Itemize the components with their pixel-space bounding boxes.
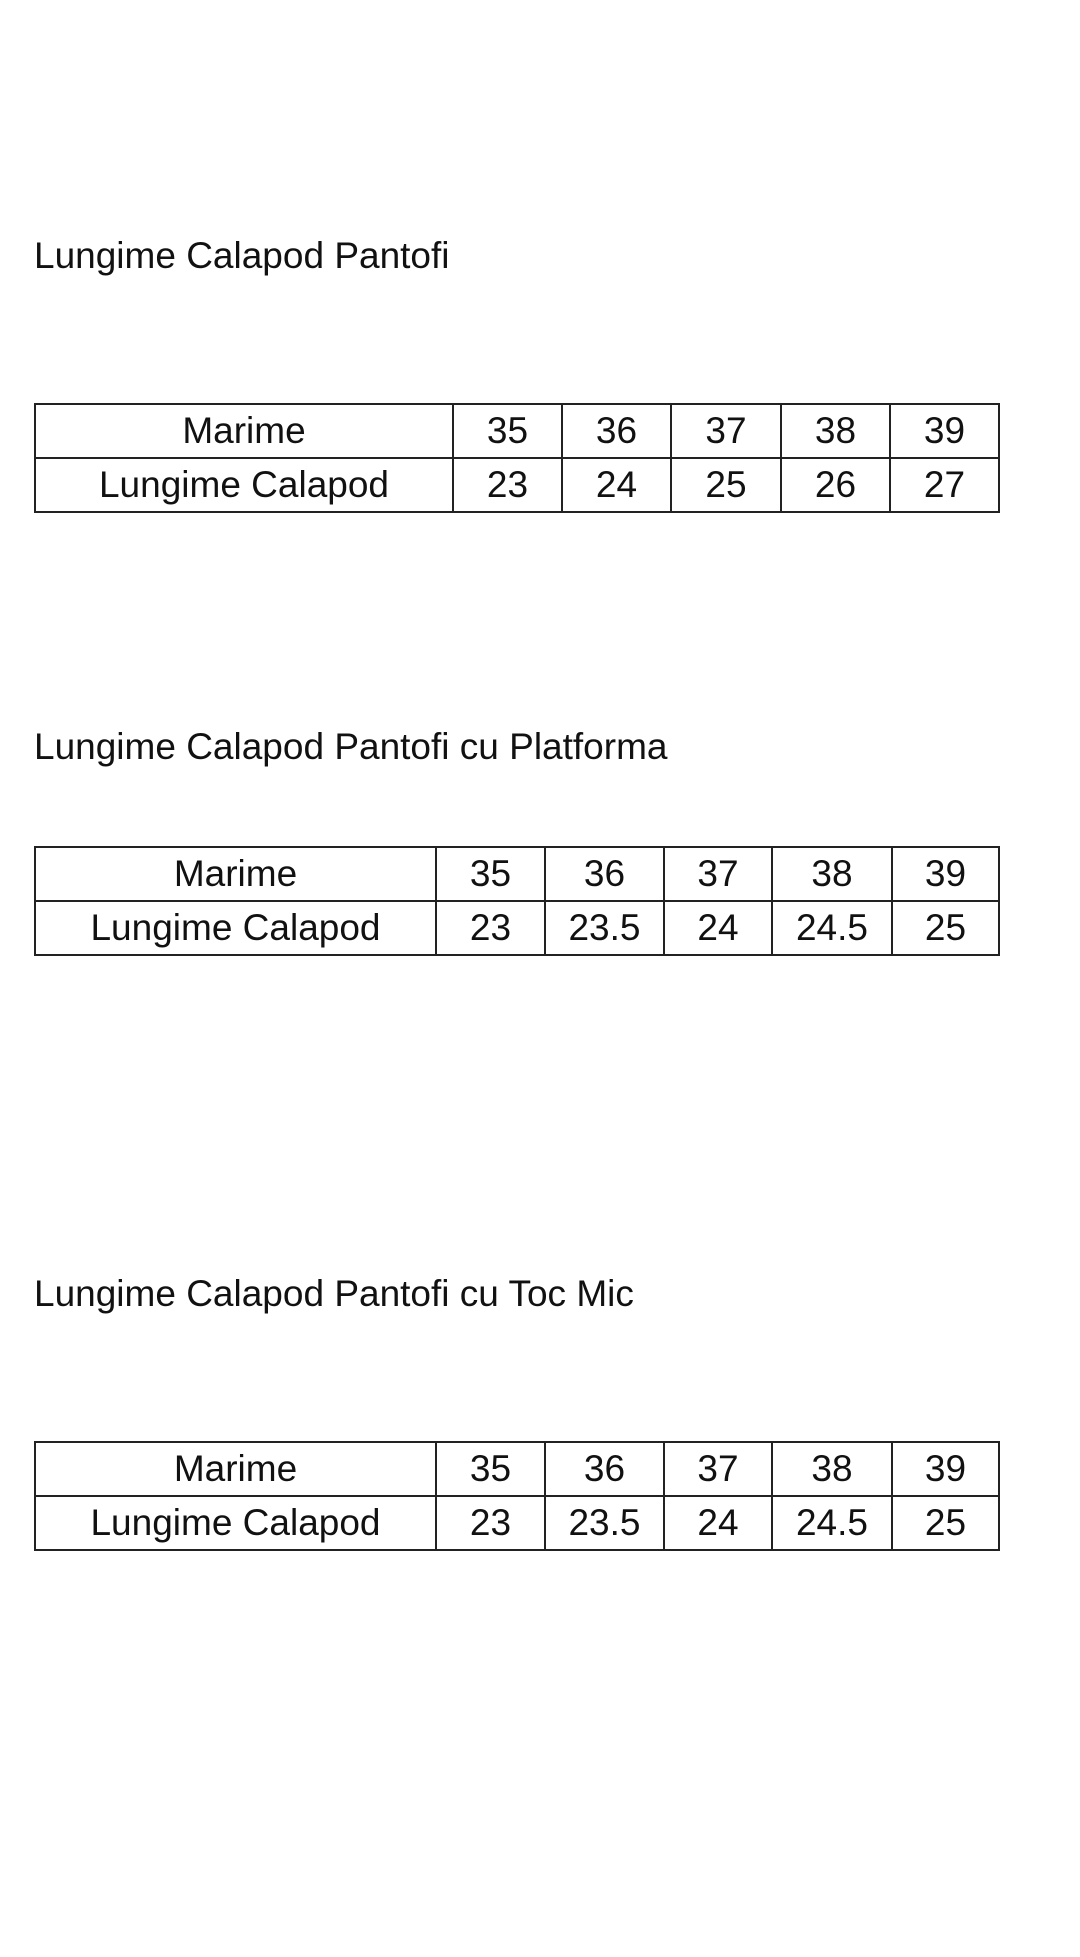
section-title-pantofi-platforma: Lungime Calapod Pantofi cu Platforma [34, 726, 668, 767]
row-label-marime: Marime [35, 404, 453, 458]
size-cell: 38 [772, 847, 892, 901]
size-cell: 36 [545, 1442, 664, 1496]
size-cell: 36 [562, 404, 671, 458]
length-cell: 24.5 [772, 901, 892, 955]
size-cell: 39 [892, 1442, 999, 1496]
row-label-lungime-calapod: Lungime Calapod [35, 458, 453, 512]
size-cell: 38 [772, 1442, 892, 1496]
size-table-pantofi-toc-mic [34, 1441, 1000, 1551]
length-cell: 24 [664, 901, 772, 955]
length-cell: 24.5 [772, 1496, 892, 1550]
row-label-marime: Marime [35, 847, 436, 901]
size-cell: 37 [664, 1442, 772, 1496]
size-cell: 35 [453, 404, 562, 458]
length-cell: 23 [453, 458, 562, 512]
size-cell: 35 [436, 1442, 545, 1496]
table-row-marime [35, 847, 999, 901]
table-row-lungime [35, 1496, 999, 1550]
length-cell: 25 [892, 1496, 999, 1550]
length-cell: 23.5 [545, 1496, 664, 1550]
table-row-lungime [35, 901, 999, 955]
length-cell: 25 [671, 458, 781, 512]
length-cell: 27 [890, 458, 999, 512]
length-cell: 24 [562, 458, 671, 512]
row-label-lungime-calapod: Lungime Calapod [35, 1496, 436, 1550]
size-cell: 38 [781, 404, 890, 458]
row-label-lungime-calapod: Lungime Calapod [35, 901, 436, 955]
size-table-pantofi [34, 403, 1000, 513]
size-cell: 39 [892, 847, 999, 901]
length-cell: 25 [892, 901, 999, 955]
size-cell: 37 [671, 404, 781, 458]
length-cell: 23 [436, 1496, 545, 1550]
section-title-pantofi: Lungime Calapod Pantofi [34, 235, 450, 276]
length-cell: 23.5 [545, 901, 664, 955]
table-row-marime [35, 404, 999, 458]
size-cell: 37 [664, 847, 772, 901]
length-cell: 23 [436, 901, 545, 955]
row-label-marime: Marime [35, 1442, 436, 1496]
size-cell: 39 [890, 404, 999, 458]
table-row-marime [35, 1442, 999, 1496]
table-row-lungime [35, 458, 999, 512]
length-cell: 26 [781, 458, 890, 512]
section-title-pantofi-toc-mic: Lungime Calapod Pantofi cu Toc Mic [34, 1273, 634, 1314]
size-cell: 36 [545, 847, 664, 901]
size-table-pantofi-platforma [34, 846, 1000, 956]
length-cell: 24 [664, 1496, 772, 1550]
size-cell: 35 [436, 847, 545, 901]
